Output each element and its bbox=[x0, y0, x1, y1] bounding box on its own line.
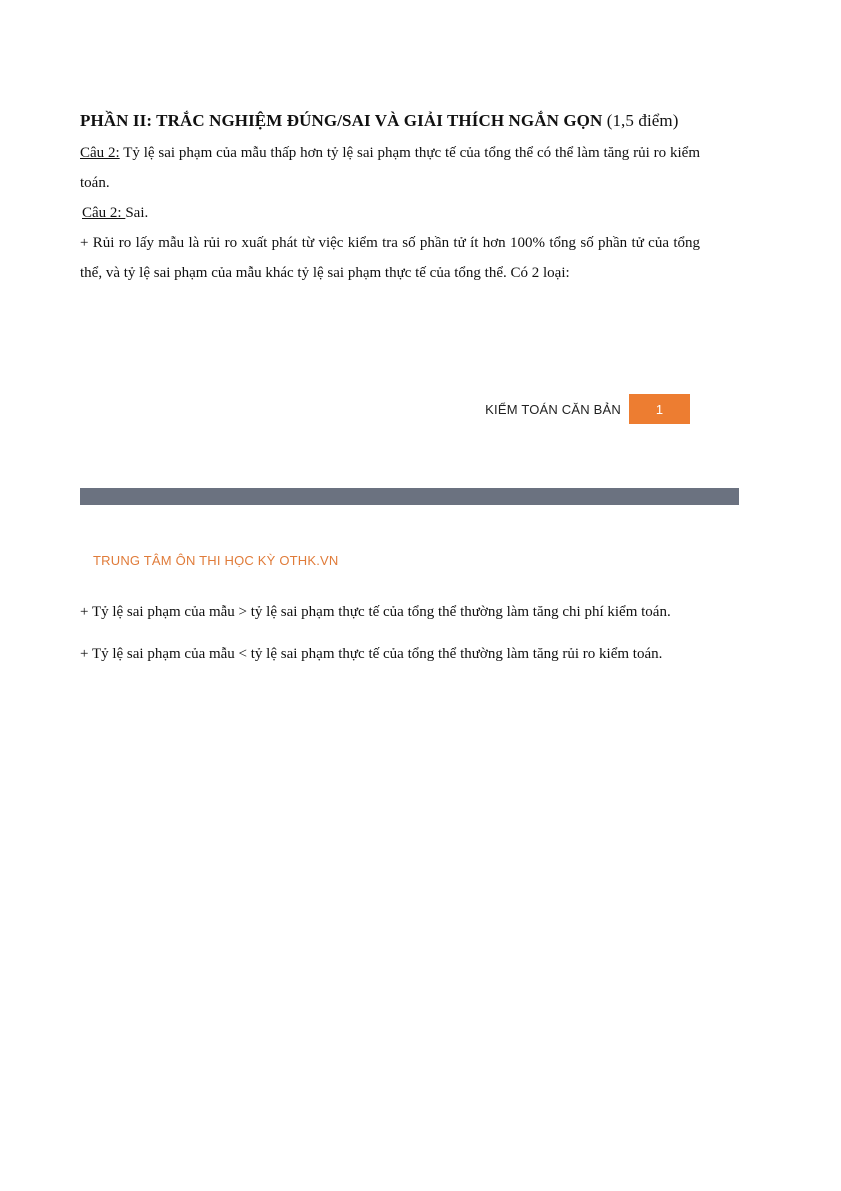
question-paragraph bbox=[80, 138, 700, 198]
point-item-1: + Tỷ lệ sai phạm của mẫu > tỷ lệ sai phạm thực tế của tổng thể thường làm tăng chi phí kiểm toán. bbox=[80, 604, 671, 620]
section-points: (1,5 điểm) bbox=[602, 111, 679, 130]
point-item-2: + Tỷ lệ sai phạm của mẫu < tỷ lệ sai phạm thực tế của tổng thể thường làm tăng rủi ro kiểm toán. bbox=[80, 646, 663, 662]
footer-title: KIỂM TOÁN CĂN BẢN bbox=[485, 401, 621, 417]
page-number-badge: 1 bbox=[629, 394, 690, 424]
answer-explanation: + Rủi ro lấy mẫu là rủi ro xuất phát từ việc kiểm tra số phần tử ít hơn 100% tổng số phần tử của tổng thể, và tỷ lệ sai phạm của mẫu khác tỷ lệ sai phạm thực tế của tổng thể. Có 2 loại: bbox=[80, 235, 700, 281]
section-title bbox=[80, 104, 700, 138]
page-header: TRUNG TÂM ÔN THI HỌC KỲ OTHK.VN bbox=[93, 553, 339, 568]
answer-verdict-line bbox=[80, 198, 700, 228]
question-label: Câu 2: bbox=[80, 145, 120, 161]
section-title-bold: PHẦN II: TRẮC NGHIỆM ĐÚNG/SAI VÀ GIẢI THÍCH NGẮN GỌN bbox=[80, 111, 603, 130]
page-2-content bbox=[80, 597, 700, 681]
page-footer bbox=[80, 394, 690, 424]
question-text: Tỷ lệ sai phạm của mẫu thấp hơn tỷ lệ sai phạm thực tế của tổng thể có thể làm tăng rủi ro kiểm toán. bbox=[80, 145, 700, 191]
answer-verdict: Sai. bbox=[125, 205, 149, 221]
page-1-content bbox=[80, 104, 700, 288]
page-break-divider bbox=[80, 488, 739, 505]
answer-label: Câu 2: bbox=[82, 205, 126, 221]
